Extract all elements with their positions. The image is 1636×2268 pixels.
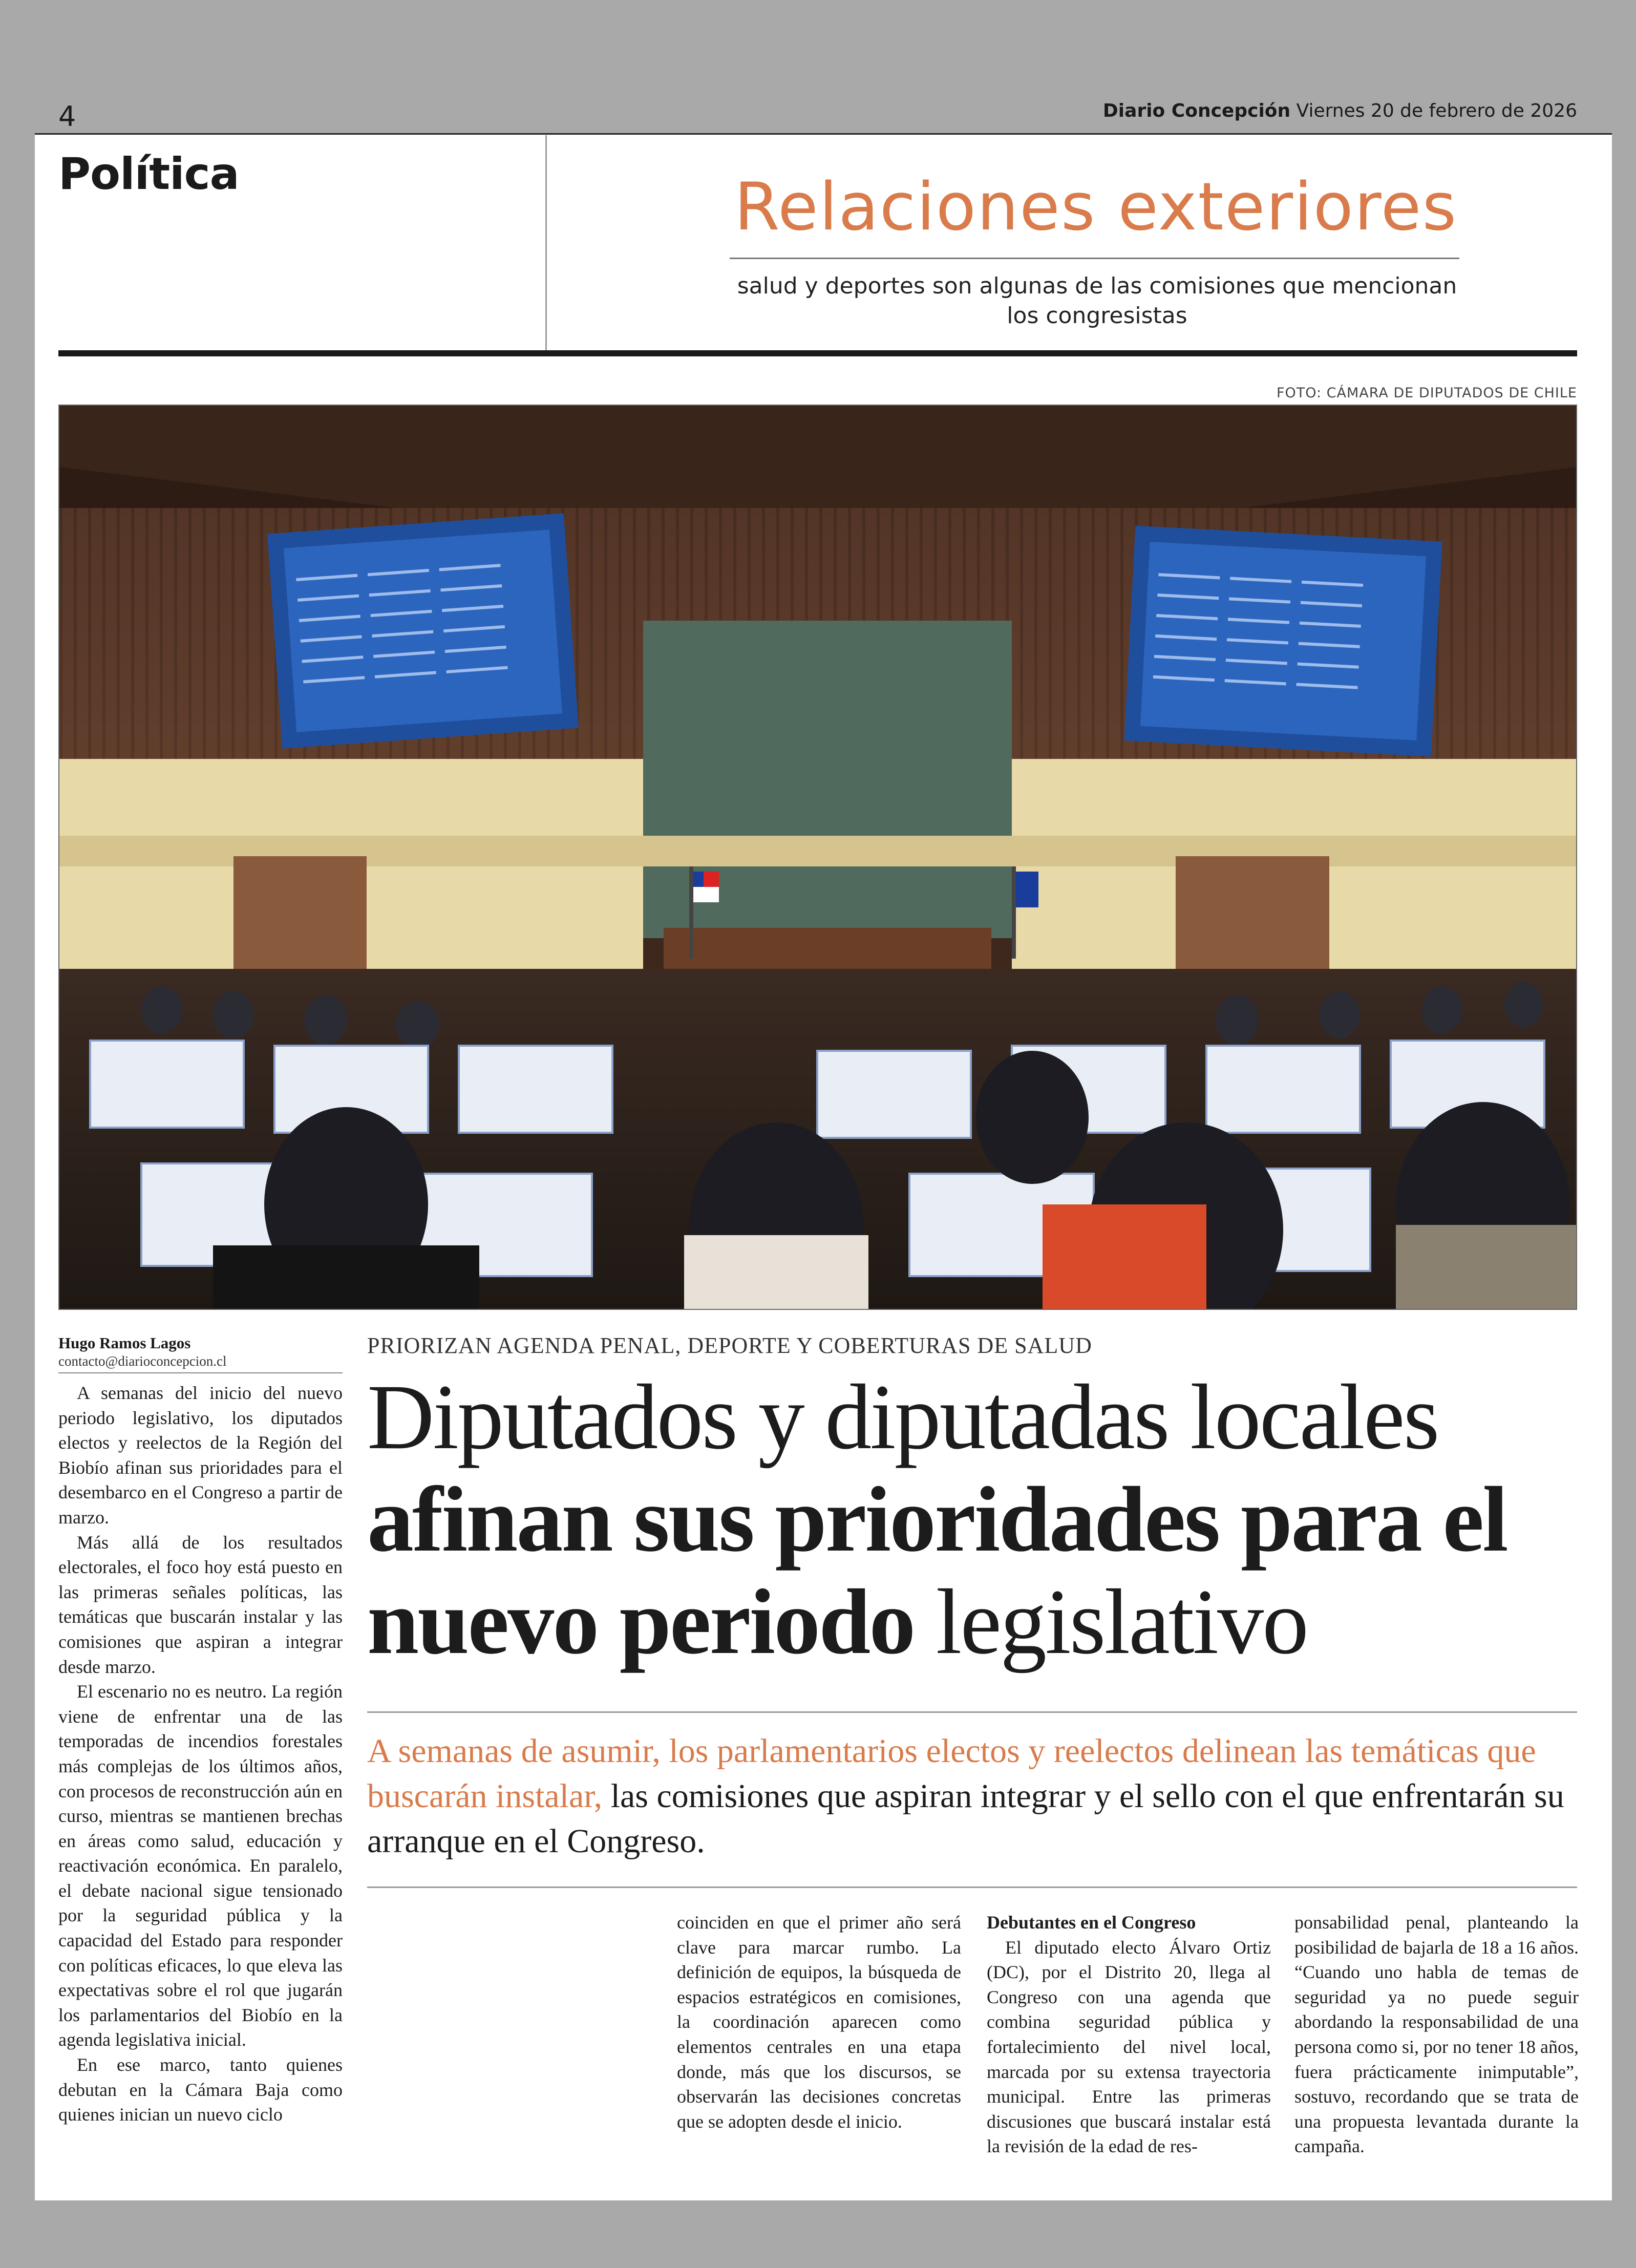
body-paragraph: ponsabilidad penal, planteando la posibilidad de bajarla de 18 a 16 años. “Cuando uno habla de temas de seguridad ya no puede seguir abordando la responsabilidad de una persona como si, por no tener 18 años, fuera prácticamente inimputable”, sostuvo, recordando que se trata de una propuesta levantada durante la campaña.: [1294, 1912, 1579, 2157]
body-column-1: [58, 1381, 343, 2127]
headline-bold: afinan sus prioridades para el nuevo periodo: [367, 1468, 1507, 1673]
body-column-3: [987, 1910, 1271, 2159]
author-name: Hugo Ramos Lagos: [58, 1334, 191, 1352]
lede-rest: las comisiones que aspiran integrar y el sello con el que enfrentarán su arranque en el Congreso.: [367, 1777, 1564, 1860]
article-lede: [367, 1729, 1577, 1864]
folio-masthead: [1103, 100, 1577, 121]
header-rule: [58, 350, 1577, 356]
body-paragraph: En ese marco, tanto quienes debutan en la Cámara Baja como quienes inician un nuevo ciclo: [58, 2054, 343, 2125]
headline-light-2: legislativo: [936, 1571, 1308, 1673]
body-paragraph: El diputado electo Álvaro Ortiz (DC), por el Distrito 20, llega al Congreso con una agenda que combina seguridad pública y fortalecimiento del nivel local, marcada por su extensa trayectoria municipal. Entre las primeras discusiones que buscará instalar está la revisión de la edad de res-: [987, 1937, 1271, 2157]
page-number: 4: [58, 100, 76, 133]
headline-light-1: Diputados y diputadas locales: [367, 1366, 1438, 1469]
body-paragraph: Más allá de los resultados electorales, el foco hoy está puesto en las primeras señales políticas, las temáticas que buscarán instalar y las comisiones que aspiran a integrar desde marzo.: [58, 1532, 343, 1677]
author-email: contacto@diarioconcepcion.cl: [58, 1353, 343, 1373]
article-headline: [367, 1366, 1576, 1673]
top-rule: [35, 133, 1612, 135]
byline: [58, 1334, 343, 1373]
lede-accent: A semanas de asumir, los parlamentarios electos y reelectos delinean las temáticas que buscarán instalar,: [367, 1732, 1536, 1815]
body-column-2: [677, 1910, 961, 2134]
issue-date: Viernes 20 de febrero de 2026: [1296, 100, 1577, 121]
body-paragraph: El escenario no es neutro. La región viene de enfrentar una de las temporadas de incendios forestales más complejas de los últimos años, con procesos de reconstrucción aún en curso, mientras se mantienen brechas en áreas como salud, educación y reactivación económica. En paralelo, el debate nacional sigue tensionado por la seguridad pública y la capacidad del Estado para responder con políticas eficaces, lo que eleva las expectativas sobre el rol que jugarán los parlamentarios del Biobío en la agenda legislativa inicial.: [58, 1681, 343, 2050]
lede-bottom-rule: [367, 1887, 1577, 1888]
newspaper-brand: Diario Concepción: [1102, 100, 1291, 121]
body-paragraph: A semanas del inicio del nuevo periodo legislativo, los diputados electos y reelectos de la Región del Biobío afinan sus prioridades para el desembarco en el Congreso a partir de marzo.: [58, 1383, 343, 1528]
chamber-illustration: [59, 406, 1577, 1310]
lede-top-rule: [367, 1711, 1577, 1713]
kicker-subtitle: salud y deportes son algunas de las comisiones que mencionan los congresistas: [737, 273, 1457, 329]
subhead: Debutantes en el Congreso: [987, 1912, 1196, 1933]
body-paragraph: coinciden en que el primer año será clave para marcar rumbo. La definición de equipos, la búsqueda de espacios estratégicos en comisiones, la coordinación aparecen como elementos centrales en una etapa donde, más que los discursos, se observarán las decisiones concretas que se adopten desde el inicio.: [677, 1912, 961, 2132]
article-eyebrow: PRIORIZAN AGENDA PENAL, DEPORTE Y COBERTURAS DE SALUD: [367, 1333, 1092, 1358]
kicker-title: Relaciones exteriores: [734, 169, 1458, 245]
chamber-photo: [58, 405, 1577, 1310]
body-column-4: [1294, 1910, 1579, 2159]
photo-credit: FOTO: CÁMARA DE DIPUTADOS DE CHILE: [1276, 385, 1577, 401]
kicker-rule: [730, 258, 1459, 259]
section-title: Política: [58, 149, 239, 200]
header-divider: [545, 135, 547, 353]
